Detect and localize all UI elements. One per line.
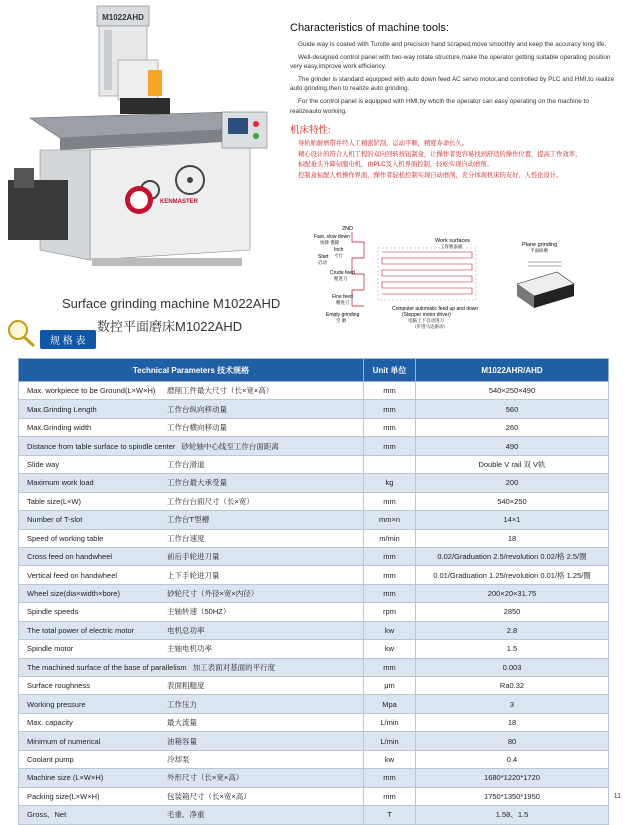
value-cell: 490 [416, 437, 609, 455]
param-cell [19, 529, 364, 547]
table-row [19, 382, 609, 400]
unit-cell: kw [364, 621, 416, 639]
header-unit: Unit 单位 [364, 359, 416, 382]
param-name-cn: 主轴转速（50HZ） [167, 607, 231, 617]
grinding-cycle-diagram [312, 222, 612, 332]
table-row [19, 418, 609, 436]
table-row [19, 492, 609, 510]
param-cell [19, 769, 364, 787]
param-name-cn: 表面粗糙度 [167, 681, 205, 691]
table-row [19, 658, 609, 676]
unit-cell: m/min [364, 529, 416, 547]
label-plane: Plane grinding [522, 242, 558, 248]
header-parameters: Technical Parameters 技术规格 [19, 359, 364, 382]
param-name-en: Distance from table surface to spindle center [27, 441, 176, 451]
param-name-en: Surface roughness [27, 681, 90, 691]
param-name-en: Gross、Net [27, 810, 67, 820]
table-row [19, 511, 609, 529]
unit-cell: mm [364, 492, 416, 510]
param-name-en: Max. capacity [27, 718, 73, 728]
spec-table-label: 规 格 表 [40, 330, 96, 349]
param-name-en: Minimum of numerical [27, 736, 101, 746]
param-name-en: Working pressure [27, 699, 86, 709]
nameplate-text: M1022AHD [102, 13, 144, 22]
unit-cell: mm [364, 418, 416, 436]
unit-cell: mm [364, 787, 416, 805]
param-name-en: Slide way [27, 459, 60, 469]
param-cell [19, 382, 364, 400]
table-row [19, 400, 609, 418]
spec-table-body [19, 382, 609, 825]
table-row [19, 750, 609, 768]
param-cell [19, 455, 364, 473]
value-cell: 260 [416, 418, 609, 436]
param-name-cn: 包装箱尺寸（长×宽×高） [167, 791, 251, 801]
param-name-en: Coolant pump [27, 754, 74, 764]
param-name-en: The total power of electric motor [27, 625, 135, 635]
param-cell [19, 474, 364, 492]
unit-cell: kg [364, 474, 416, 492]
features-section [290, 22, 615, 181]
label-crude: Crude feed [330, 270, 355, 276]
param-name-en: Vertical feed on handwheel [27, 570, 118, 580]
value-cell: Double V rail 双 V轨 [416, 455, 609, 473]
label-empty-cn: 空 磨 [336, 318, 347, 323]
unit-cell: mm [364, 547, 416, 565]
table-row [19, 603, 609, 621]
label-start: Start [318, 254, 329, 260]
feature-paragraph-cn: 导轨贴耐磨带并经人工精密铲刮，运动平顺，精度寿命长久。 [298, 140, 469, 148]
table-row [19, 474, 609, 492]
param-name-cn: 磨削工件最大尺寸（长×宽×高） [167, 386, 274, 396]
param-name-cn: 上下手轮进刀量 [167, 570, 220, 580]
label-fast-slow-cn: 快降 慢降 [320, 240, 340, 245]
value-cell: 18 [416, 713, 609, 731]
table-row [19, 695, 609, 713]
value-cell: 1.5 [416, 640, 609, 658]
param-name-cn: 工作台横向移动量 [167, 423, 227, 433]
param-name-cn: 砂轮轴中心线至工作台面距离 [181, 441, 279, 451]
label-start-cn: 启动 [318, 260, 327, 265]
param-name-cn: 外形尺寸（长×宽×高） [167, 773, 244, 783]
param-name-cn: 电机总功率 [167, 625, 205, 635]
unit-cell: L/min [364, 732, 416, 750]
spec-table-tag [4, 318, 124, 348]
param-name-cn: 油箱容量 [167, 736, 197, 746]
machine-caption-en: Surface grinding machine M1022AHD [62, 296, 281, 311]
table-row [19, 621, 609, 639]
unit-cell: mm [364, 382, 416, 400]
unit-cell: mm×n [364, 511, 416, 529]
unit-cell [364, 455, 416, 473]
table-row [19, 713, 609, 731]
label-auto: Computer automatic feed up and down [392, 306, 479, 312]
unit-cell: mm [364, 584, 416, 602]
value-cell: 560 [416, 400, 609, 418]
label-crude-cn: 粗进刀 [334, 276, 348, 281]
param-cell [19, 603, 364, 621]
feature-paragraph-cn: 精心设计的符合人机工程的双向回转按钮制盒，让操作者更容易找到舒适的操作位置，提高工作效率， [298, 150, 582, 158]
param-cell [19, 695, 364, 713]
value-cell: 0.003 [416, 658, 609, 676]
param-name-cn: 工作台速度 [167, 533, 205, 543]
label-inch: Inch [334, 247, 344, 253]
param-cell [19, 547, 364, 565]
value-cell: 18 [416, 529, 609, 547]
unit-cell: kw [364, 640, 416, 658]
value-cell: 2850 [416, 603, 609, 621]
param-name-cn: 前后手轮进刀量 [167, 552, 220, 562]
table-row [19, 677, 609, 695]
param-name-cn: 工作台最大承受量 [167, 478, 227, 488]
value-cell: 80 [416, 732, 609, 750]
unit-cell: mm [364, 769, 416, 787]
value-cell: 540×250 [416, 492, 609, 510]
value-cell: 0.4 [416, 750, 609, 768]
param-cell [19, 806, 364, 824]
param-name-en: Maximum work load [27, 478, 94, 488]
param-cell [19, 492, 364, 510]
spec-table-header-row [19, 359, 609, 382]
label-plane-cn: 平面研磨 [530, 248, 548, 253]
feature-paragraph-cn: 控制盒标配人机操作界面，操作者轻松控制实现自动磨削，充分体现机床的友好、人性化设计。 [298, 171, 563, 179]
table-row [19, 806, 609, 824]
unit-cell: mm [364, 437, 416, 455]
table-row [19, 547, 609, 565]
spec-table [18, 358, 609, 825]
machine-illustration [0, 0, 285, 300]
param-name-en: Table size(L×W) [27, 496, 81, 506]
table-row [19, 787, 609, 805]
header-model: M1022AHR/AHD [416, 359, 609, 382]
param-name-en: Packing size(L×W×H) [27, 791, 100, 801]
value-cell: 1680*1220*1720 [416, 769, 609, 787]
machine-caption-cn: 数控平面磨床M1022AHD [97, 319, 243, 334]
param-name-en: The machined surface of the base of parallelism [27, 662, 187, 672]
unit-cell: T [364, 806, 416, 824]
param-name-en: Machine size (L×W×H) [27, 773, 104, 783]
unit-cell: Mpa [364, 695, 416, 713]
value-cell: 0.02/Graduation 2.5/revolution 0.02/格 2.5/圈 [416, 547, 609, 565]
features-title: Characteristics of machine tools: [290, 22, 449, 34]
label-fine: Fine feed [332, 294, 353, 300]
param-name-cn: 加工表面对基面的平行度 [192, 662, 276, 672]
feature-paragraph: The grinder is standard equipped with auto down feed AC servo motor,and controlled by PLC and HMI,to realize auto grinding,then to realize auto grinding. [290, 75, 615, 93]
param-name-cn: 砂轮尺寸（外径×宽×内径） [167, 589, 259, 599]
table-row [19, 769, 609, 787]
value-cell: 540×250×490 [416, 382, 609, 400]
table-row [19, 566, 609, 584]
unit-cell: L/min [364, 713, 416, 731]
param-name-en: Number of T-slot [27, 515, 83, 525]
param-name-cn: 工作台纵向移动量 [167, 404, 227, 414]
label-empty: Empty grinding [326, 312, 360, 318]
unit-cell: kw [364, 750, 416, 768]
param-name-en: Cross feed on handwheel [27, 552, 113, 562]
param-name-cn: 主轴电机功率 [167, 644, 212, 654]
param-cell [19, 787, 364, 805]
param-name-en: Max. workpiece to be Ground(L×W×H) [27, 386, 156, 396]
param-name-en: Wheel size(dia×width×bore) [27, 589, 120, 599]
param-cell [19, 584, 364, 602]
label-auto-cn: 电脑上下自动进刀 [408, 318, 444, 323]
value-cell: 3 [416, 695, 609, 713]
param-name-cn: 工作压力 [167, 699, 197, 709]
table-row [19, 640, 609, 658]
param-name-cn: 工作台滑道 [167, 459, 205, 469]
value-cell: 1750*1350*1950 [416, 787, 609, 805]
brand-badge: KENMASTER [160, 199, 199, 205]
param-cell [19, 418, 364, 436]
param-cell [19, 640, 364, 658]
param-cell [19, 566, 364, 584]
unit-cell: mm [364, 658, 416, 676]
param-name-cn: 最大流量 [167, 718, 197, 728]
param-cell [19, 621, 364, 639]
param-cell [19, 658, 364, 676]
param-cell [19, 750, 364, 768]
param-cell [19, 400, 364, 418]
param-name-en: Speed of working table [27, 533, 104, 543]
table-row [19, 584, 609, 602]
value-cell: 200×20×31.75 [416, 584, 609, 602]
feature-paragraph: Guide way is coated with Turcite and precision hand scraped,move smoothly and keep the accuracy long life. [298, 41, 607, 48]
param-cell [19, 677, 364, 695]
table-row [19, 437, 609, 455]
table-row [19, 732, 609, 750]
value-cell: 2.8 [416, 621, 609, 639]
param-name-cn: 工作台台面尺寸（长×宽） [167, 496, 254, 506]
param-name-cn: 冷却泵 [167, 754, 190, 764]
unit-cell: mm [364, 566, 416, 584]
value-cell: 1.58、1.5 [416, 806, 609, 824]
param-cell [19, 511, 364, 529]
features-title-cn: 机床特性: [290, 125, 331, 137]
param-name-en: Max.Grinding Length [27, 404, 97, 414]
param-name-en: Spindle speeds [27, 607, 79, 617]
page-number: 11 [613, 793, 621, 800]
feature-paragraph: For the control panel is equipped with HMI,by whcih the operator can easy operating on the machine to realizeauto working. [290, 97, 589, 115]
param-cell [19, 732, 364, 750]
value-cell: 200 [416, 474, 609, 492]
label-work-cn: 工作物表面 [440, 244, 463, 249]
label-fine-cn: 精进刀 [336, 300, 350, 305]
param-name-en: Max.Grinding width [27, 423, 92, 433]
table-row [19, 455, 609, 473]
value-cell: Ra0.32 [416, 677, 609, 695]
unit-cell: mm [364, 400, 416, 418]
unit-cell: μm [364, 677, 416, 695]
label-2nd: 2ND [342, 226, 354, 232]
param-name-cn: 工作台T型槽 [167, 515, 210, 525]
value-cell: 14×1 [416, 511, 609, 529]
unit-cell: rpm [364, 603, 416, 621]
label-inch-cn: 寸行 [334, 253, 343, 258]
param-cell [19, 713, 364, 731]
feature-paragraph: Well-designed control panel with two-way rotate structure,make the operator getting suitable operating position very easy,improve work efficiency. [290, 53, 611, 71]
label-work: Work surfaces [435, 238, 471, 244]
feature-paragraph-cn: 标配垂头升降伺服电机，由PLC及人机界面控制，轻松实现自动磨削。 [298, 161, 493, 169]
table-row [19, 529, 609, 547]
label-stepper-cn: （步进马达驱动） [412, 324, 448, 329]
label-stepper: (Stepper motor driver) [402, 312, 451, 318]
param-cell [19, 437, 364, 455]
param-name-cn: 毛重、净重 [167, 810, 205, 820]
label-fast-slow: Fast, slow down [314, 234, 350, 240]
magnifier-icon [4, 318, 42, 348]
value-cell: 0.01/Graduation 1.25/revolution 0.01/格 1.25/圈 [416, 566, 609, 584]
param-name-en: Spindle motor [27, 644, 74, 654]
